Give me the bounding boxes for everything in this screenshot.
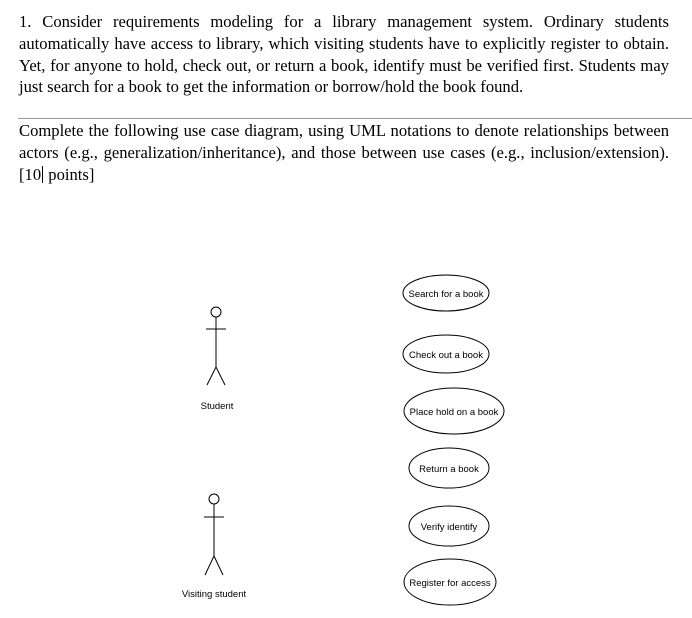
use-case-check-out-a-book[interactable] [403,335,489,373]
actor-label: Visiting student [181,589,247,600]
use-case-place-hold-on-a-book[interactable] [404,388,504,434]
actor-label: Student [200,401,234,412]
use-case-register-for-access[interactable] [404,559,496,605]
use-case-verify-identify[interactable] [409,506,489,546]
use-case-return-a-book[interactable] [409,448,489,488]
instruction-text-start: Complete the following use case diagram, using UML notations to denote relationships between actors (e.g., generalization/inheritance), and those between use cases (e.g., inclusion/extension). [10 [19,121,669,184]
actor-visiting-student[interactable] [182,494,247,600]
use-case-label: Register for access [409,578,491,589]
stick-figure-icon [204,494,224,575]
use-case-label: Verify identify [420,522,478,533]
use-case-label: Search for a book [408,289,484,300]
use-case-label: Place hold on a book [409,407,499,418]
actor-student[interactable] [201,307,234,412]
use-case-label: Return a book [419,464,479,475]
use-case-search-for-a-book[interactable] [403,275,489,311]
use-case-label: Check out a book [409,350,483,361]
instruction-text-end: points] [44,164,95,184]
stick-figure-icon [206,307,226,385]
question-text: 1. Consider requirements modeling for a library management system. Ordinary students automatically have access to library, which visiting students have to explicitly register to obtain. Yet, for anyone to hold, check out, or return a book, identify must be verified first. Students may just search for a book to get the information or borrow/hold the book found. [19,12,669,97]
